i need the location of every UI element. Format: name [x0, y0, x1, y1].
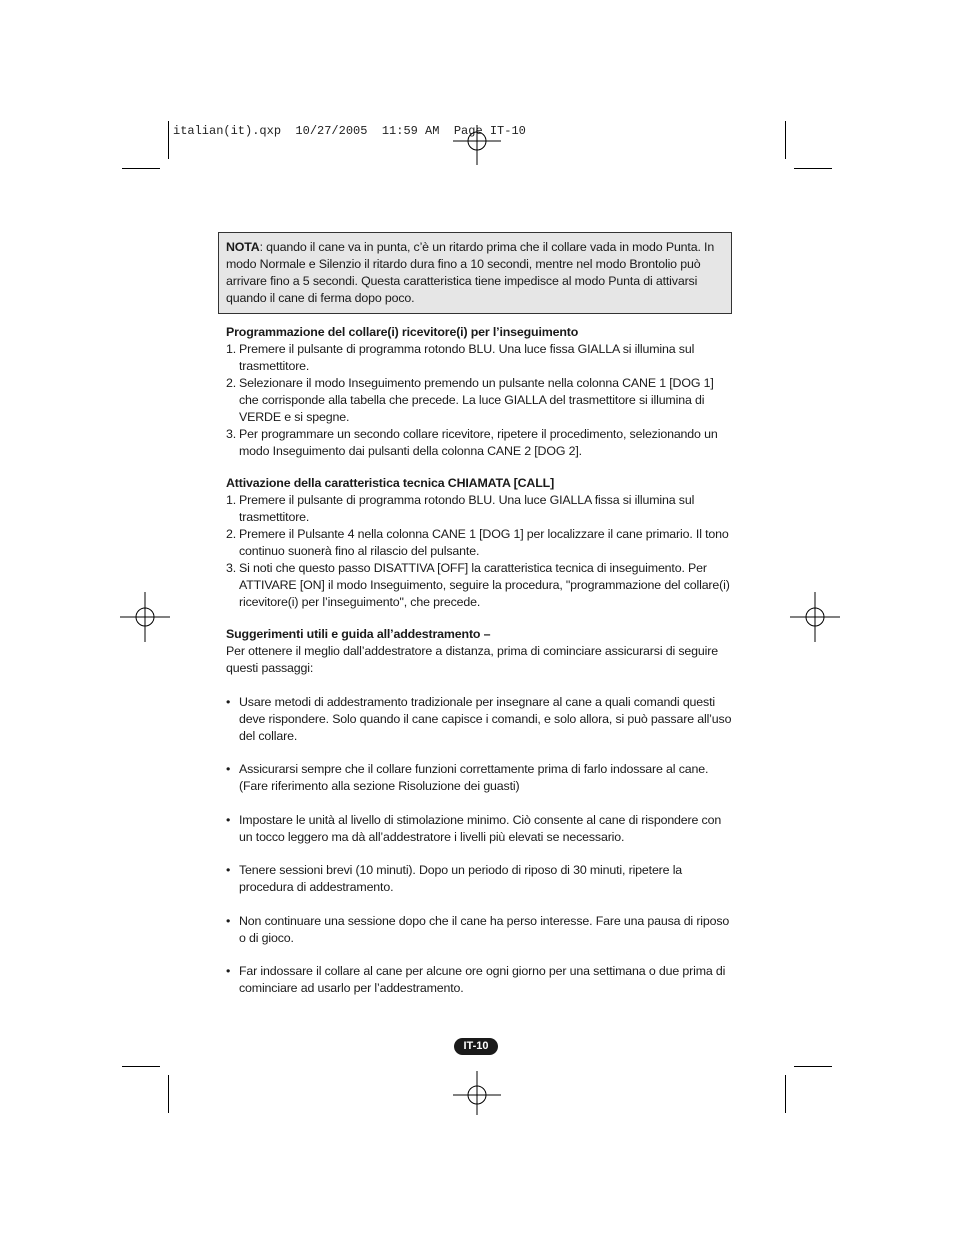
bullet-text: Tenere sessioni brevi (10 minuti). Dopo un periodo di riposo di 30 minuti, ripetere la procedura di addestramento. — [239, 863, 683, 894]
note-box — [218, 232, 732, 314]
item-number: 3. — [226, 427, 237, 441]
tips-bullets — [226, 761, 732, 795]
bullet-text: Assicurarsi sempre che il collare funzioni correttamente prima di farlo indossare al cane. (Fare riferimento alla sezione Risoluzione dei guasti) — [239, 762, 709, 793]
registration-mark-icon — [453, 1071, 501, 1119]
section-programming — [226, 324, 732, 460]
note-label: NOTA — [226, 240, 260, 254]
item-text: Premere il Pulsante 4 nella colonna CANE 1 [DOG 1] per localizzare il cane primario. Il tono continuo suonerà fino al rilascio del pulsante. — [239, 527, 729, 558]
section-heading: Suggerimenti utili e guida all’addestramento – — [226, 627, 491, 641]
item-number: 3. — [226, 561, 237, 575]
bullet-item — [226, 761, 732, 795]
list-item — [226, 560, 732, 611]
crop-mark — [794, 168, 832, 169]
crop-mark — [122, 168, 160, 169]
bullet-item — [226, 913, 732, 947]
list-item — [226, 375, 732, 426]
crop-mark — [168, 1075, 169, 1113]
section-heading: Attivazione della caratteristica tecnica CHIAMATA [CALL] — [226, 476, 555, 490]
section-heading: Programmazione del collare(i) ricevitore(i) per l’inseguimento — [226, 325, 579, 339]
bullet-item — [226, 963, 732, 997]
printer-slug: italian(it).qxp 10/27/2005 11:59 AM Page IT-10 — [173, 124, 526, 138]
crop-mark — [122, 1066, 160, 1067]
bullet-text: Non continuare una sessione dopo che il cane ha perso interesse. Fare una pausa di riposo o di gioco. — [239, 914, 730, 945]
list-item — [226, 526, 732, 560]
tips-intro: Per ottenere il meglio dall’addestratore a distanza, prima di cominciare assicurarsi di seguire questi passaggi: — [226, 644, 718, 675]
bullet-icon: • — [226, 813, 231, 827]
list-item — [226, 341, 732, 375]
tips-bullets — [226, 963, 732, 997]
bullet-item — [226, 862, 732, 896]
list-item — [226, 492, 732, 526]
tips-bullets — [226, 913, 732, 947]
registration-mark-icon — [790, 592, 840, 642]
bullet-icon: • — [226, 914, 231, 928]
item-number: 1. — [226, 342, 237, 356]
crop-mark — [794, 1066, 832, 1067]
tips-bullets — [226, 862, 732, 896]
bullet-icon: • — [226, 863, 231, 877]
bullet-icon: • — [226, 695, 231, 709]
item-number: 2. — [226, 376, 237, 390]
item-number: 2. — [226, 527, 237, 541]
numbered-list — [226, 492, 732, 611]
tips-bullets — [226, 812, 732, 846]
item-text: Premere il pulsante di programma rotondo BLU. Una luce fissa GIALLA si illumina sul trasmettitore. — [239, 342, 695, 373]
section-tips — [226, 626, 732, 677]
bullet-icon: • — [226, 762, 231, 776]
bullet-text: Usare metodi di addestramento tradizionale per insegnare al cane a quali comandi questi deve rispondere. Solo quando il cane capisce i comandi, e solo allora, si può passare all’uso del collare. — [239, 695, 732, 743]
registration-mark-icon — [120, 592, 170, 642]
numbered-list — [226, 341, 732, 460]
item-text: Premere il pulsante di programma rotondo BLU. Una luce GIALLA fissa si illumina sul trasmettitore. — [239, 493, 695, 524]
bullet-text: Far indossare il collare al cane per alcune ore ogni giorno per una settimana o due prima di cominciare ad usarlo per l’addestramento. — [239, 964, 726, 995]
bullet-text: Impostare le unità al livello di stimolazione minimo. Ciò consente al cane di rispondere con un tocco leggero ma dà all’addestratore i livelli più elevati se necessario. — [239, 813, 722, 844]
crop-mark — [785, 121, 786, 159]
item-text: Per programmare un secondo collare ricevitore, ripetere il procedimento, selezionando un modo Inseguimento dai pulsanti della colonna CANE 2 [DOG 2]. — [239, 427, 718, 458]
item-text: Si noti che questo passo DISATTIVA [OFF] la caratteristica tecnica di inseguimento. Per ATTIVARE [ON] il modo Inseguimento, seguire la procedura, "programmazione del collare(i) ricevitore(i) per l’inseguimento", che precede. — [239, 561, 730, 609]
section-call-feature — [226, 475, 732, 611]
page-number-badge: IT-10 — [454, 1038, 498, 1055]
crop-mark — [785, 1075, 786, 1113]
bullet-item — [226, 812, 732, 846]
registration-mark-icon — [453, 117, 501, 165]
item-text: Selezionare il modo Inseguimento premendo un pulsante nella colonna CANE 1 [DOG 1] che corrisponde alla tabella che precede. La luce GIALLA del trasmettitore si illumina di VERDE e si spegne. — [239, 376, 714, 424]
list-item — [226, 426, 732, 460]
item-number: 1. — [226, 493, 237, 507]
note-text: : quando il cane va in punta, c’è un ritardo prima che il collare vada in modo Punta. In modo Normale e Silenzio il ritardo dura fino a 10 secondi, mentre nel modo Brontolio può arrivare fino a 5 secondi. Questa caratteristica tiene impedisce al modo Punta di attivarsi quando il cane di ferma dopo poco. — [226, 240, 715, 305]
crop-mark — [168, 121, 169, 159]
tips-bullets — [226, 694, 732, 745]
bullet-item — [226, 694, 732, 745]
bullet-icon: • — [226, 964, 231, 978]
